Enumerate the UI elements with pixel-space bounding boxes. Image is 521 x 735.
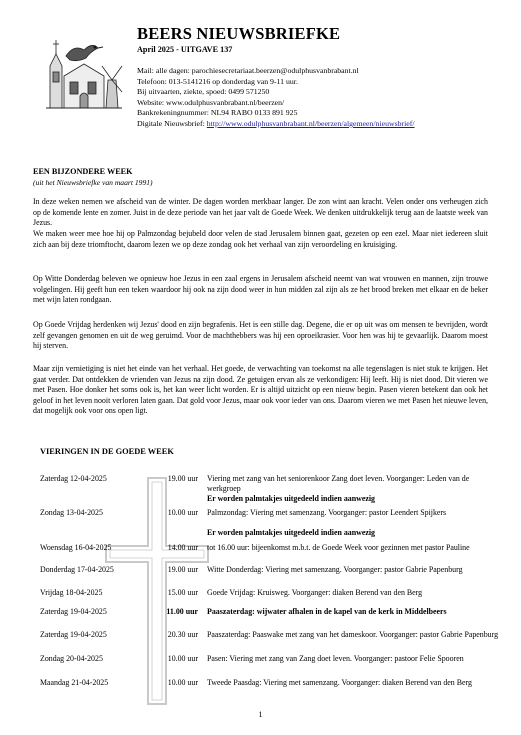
contact-phone-value: 013-5141216 op donderdag van 9-11 uur. <box>168 76 298 86</box>
row-note: Er worden palmtakjes uitgedeeld indien aanwezig <box>207 528 375 537</box>
row-description: Viering met zang van het seniorenkoor Zang doet leven. Voorganger: Leden van de werkgroep <box>207 474 470 493</box>
row-description: Palmzondag: Viering met samenzang. Voorganger: pastor Leendert Spijkers <box>207 508 447 517</box>
contact-block <box>137 66 415 130</box>
contact-bank-value: NL94 RABO 0133 891 925 <box>210 108 298 118</box>
row-time: 10.00 uur <box>167 654 198 663</box>
row-date: Donderdag 17-04-2025 <box>40 565 114 574</box>
contact-newsletter <box>137 119 415 130</box>
article-paragraph: We maken weer mee hoe hij op Palmzondag bejubeld door velen de stad Jerusalem binnen gaat, gezeten op een ezel. Maar niet iedereen sluit zich aan bij deze triomftocht, daarom lezen we op deze zondag ook het verhaal van zijn veroordeling en kruisiging. <box>33 229 488 249</box>
contact-emergency-label: Bij uitvaarten, ziekte, spoed: <box>137 87 227 97</box>
article-title: EEN BIJZONDERE WEEK <box>33 167 133 176</box>
issue-subtitle: April 2025 - UITGAVE 137 <box>137 45 233 54</box>
contact-website-label: Website: <box>137 97 165 107</box>
row-description: Tweede Paasdag: Viering met samenzang. Voorganger: diaken Berend van den Berg <box>207 678 472 687</box>
article-source: (uit het Nieuwsbriefke van maart 1991) <box>33 178 153 187</box>
row-description: Paaszaterdag: wijwater afhalen in de kapel van de kerk in Middelbeers <box>207 607 447 616</box>
church-logo-icon <box>40 36 124 112</box>
article-paragraph: Maar zijn vernietiging is niet het einde van het verhaal. Het goede, de verwachting van toekomst na alle tegenslagen is niet stuk te krijgen. Het gaat verder. Dat ontdekken de vrienden van Jezus na zijn dood. Ze getuigen ervan als ze verkondigen: Hij leeft. Hij is niet dood. Dit vieren we met Pasen. Hoe donker het soms ook is, het kan weer licht worden. Er is altijd uitzicht op een nieuw begin. Pasen vieren betekent dan ook het geloof in het leven nooit verloren laten gaan. Dat gold voor Jezus, maar ook voor ieder van ons. Daarom vieren we met Pasen het nieuwe leven, dat mogelijk ook voor ons open ligt. <box>33 364 488 415</box>
contact-mail-value: parochiesecretariaat.beerzen@odulphusvanbrabant.nl <box>191 66 359 75</box>
contact-bank <box>137 108 415 119</box>
row-note: Er worden palmtakjes uitgedeeld indien aanwezig <box>207 494 375 503</box>
row-time: 19.00 uur <box>167 565 198 574</box>
row-time: 19.00 uur <box>167 474 198 483</box>
row-date: Zaterdag 12-04-2025 <box>40 474 107 483</box>
row-description: Witte Donderdag: Viering met samenzang. Voorganger: pastor Gabrie Papenburg <box>207 565 463 574</box>
row-description: tot 16.00 uur: bijeenkomst m.b.t. de Goede Week voor gezinnen met pastor Pauline <box>207 543 470 552</box>
row-date: Maandag 21-04-2025 <box>40 678 109 687</box>
newsletter-title: BEERS NIEUWSBRIEFKE <box>137 24 341 43</box>
row-description: Paaszaterdag: Paaswake met zang van het dameskoor. Voorganger: pastor Gabrie Papenburg <box>207 630 499 639</box>
contact-emergency <box>137 87 415 98</box>
schedule-title: VIERINGEN IN DE GOEDE WEEK <box>40 447 174 456</box>
row-date: Zondag 13-04-2025 <box>40 508 103 517</box>
contact-phone-label: Telefoon: <box>137 76 167 86</box>
contact-bank-label: Bankrekeningnummer: <box>137 108 209 118</box>
contact-phone <box>137 77 415 88</box>
contact-mail-label: Mail: alle dagen: <box>137 66 190 75</box>
row-date: Zondag 20-04-2025 <box>40 654 103 663</box>
row-description: Goede Vrijdag: Kruisweg. Voorganger: diaken Berend van den Berg <box>207 588 423 597</box>
article-paragraph: Op Goede Vrijdag herdenken wij Jezus' dood en zijn begrafenis. Het is een stille dag. Degene, die er op uit was om mensen te bevrijden, wordt zelf gevangen genomen en uit de weg geruimd. Voor de machthebbers was hij een oproeikrasier. Voor hen was hij te gevaarlijk. Daarom moest hij sterven. <box>33 320 488 350</box>
article-paragraph: Op Witte Donderdag beleven we opnieuw hoe Jezus in een zaal ergens in Jerusalem afscheid neemt van wat vrouwen en mannen, zijn trouwe volgelingen. Hij geeft hun een teken waardoor hij ook na zijn dood weer in hun midden zal zijn als ze het brood breken met elkaar en de beker met wijn laten rondgaan. <box>33 274 488 304</box>
contact-newsletter-label: Digitale Nieuwsbrief: <box>137 118 205 128</box>
contact-emergency-value: 0499 571250 <box>228 87 270 97</box>
row-date: Vrijdag 18-04-2025 <box>40 588 103 597</box>
row-time: 15.00 uur <box>167 588 198 597</box>
contact-website <box>137 98 415 109</box>
row-time: 11.00 uur <box>166 607 198 616</box>
newsletter-link[interactable]: http://www.odulphusvanbrabant.nl/beerzen/algemeen/nieuwsbrief/ <box>206 118 415 128</box>
row-time: 10.00 uur <box>167 508 198 517</box>
contact-mail <box>137 66 415 77</box>
row-date: Woensdag 16-04-2025 <box>40 543 112 552</box>
row-time: 10.00 uur <box>167 678 198 687</box>
contact-website-value: www.odulphusvanbrabant.nl/beerzen/ <box>166 97 285 107</box>
row-time: 20.30 uur <box>167 630 198 639</box>
row-time: 14.00 uur <box>167 543 198 552</box>
row-description: Pasen: Viering met zang van Zang doet leven. Voorganger: pastoor Felie Spooren <box>207 654 464 663</box>
row-date: Zaterdag 19-04-2025 <box>40 630 107 639</box>
row-date: Zaterdag 19-04-2025 <box>40 607 107 616</box>
page-number: 1 <box>258 710 263 719</box>
article-paragraph: In deze weken nemen we afscheid van de winter. De dagen worden merkbaar langer. De zon wint aan kracht. Velen onder ons verheugen zich op de komende lente en zomer. Juist in de deze periode van het jaar valt de Goede Week. We denken uitdrukkelijk terug aan de laatste week van Jezus. <box>33 197 488 227</box>
